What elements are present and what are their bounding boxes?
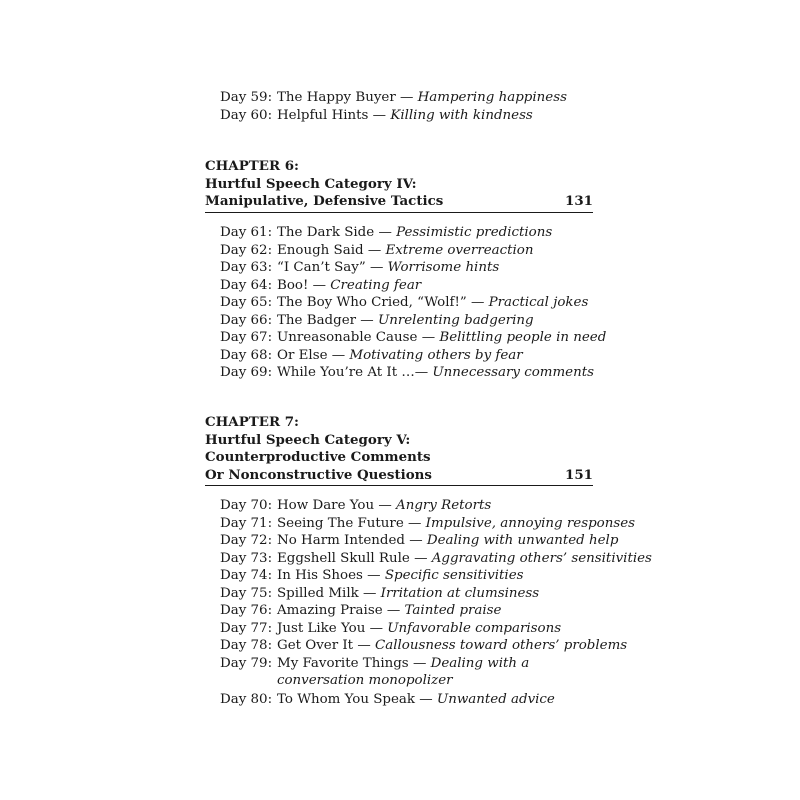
toc-entry-day-64: Day 64: Boo! — Creating fear — [220, 277, 422, 293]
day-number: Day 70: — [220, 498, 273, 513]
entry-description: Dealing with unwanted help — [426, 533, 619, 548]
day-number: Day 68: — [220, 347, 273, 363]
toc-entry-day-60: Day 60: Helpful Hints — Killing with kindness — [220, 108, 533, 123]
entry-title: In His Shoes — [277, 568, 363, 583]
entry-title: Helpful Hints — [277, 108, 369, 123]
chapter-title-line-2: Counterproductive Comments — [205, 449, 431, 466]
chapter-page-number: 151 — [565, 466, 593, 483]
entry-title: To Whom You Speak — [277, 692, 415, 707]
day-number: Day 60: — [220, 108, 273, 123]
chapter-title-final-line — [205, 193, 593, 213]
entry-title: How Dare You — [277, 498, 375, 513]
entry-title: Get Over It — [277, 638, 354, 653]
entry-title: Eggshell Skull Rule — [277, 550, 410, 566]
entry-title: Or Else — [277, 347, 328, 363]
chapter-title-line-3: Or Nonconstructive Questions — [205, 466, 432, 483]
toc-entry-day-80: Day 80: To Whom You Speak — Unwanted advice — [220, 692, 555, 707]
toc-entry-day-69: Day 69: While You’re At It …— Unnecessary comments — [220, 365, 594, 380]
entry-description: Motivating others by fear — [349, 347, 523, 363]
entry-description: Practical jokes — [488, 295, 589, 310]
day-number: Day 71: — [220, 515, 273, 531]
entry-title: The Badger — [277, 312, 357, 328]
entry-description: Tainted praise — [404, 603, 502, 618]
entry-title: Amazing Praise — [277, 603, 383, 618]
chapter-page-number: 131 — [565, 193, 593, 210]
entry-description: Angry Retorts — [396, 498, 492, 513]
entry-title: The Dark Side — [277, 225, 375, 240]
toc-entry-day-66: Day 66: The Badger — Unrelenting badgering — [220, 312, 534, 328]
entry-description: Unwanted advice — [436, 692, 555, 707]
entry-title: Unreasonable Cause — [277, 330, 418, 345]
entry-description: Worrisome hints — [387, 260, 500, 275]
chapter-label: CHAPTER 7: — [205, 414, 299, 430]
entry-description: Irritation at clumsiness — [380, 585, 540, 601]
day-number: Day 67: — [220, 330, 273, 345]
day-number: Day 69: — [220, 365, 273, 380]
day-number: Day 78: — [220, 638, 273, 653]
day-number: Day 61: — [220, 225, 273, 240]
toc-entry-day-74: Day 74: In His Shoes — Specific sensitivities — [220, 568, 524, 583]
toc-entry-day-73: Day 73: Eggshell Skull Rule — Aggravating others’ sensitivities — [220, 550, 652, 566]
entry-description: Creating fear — [330, 277, 422, 293]
entry-title: Enough Said — [277, 242, 364, 258]
toc-entry-day-59: Day 59: The Happy Buyer — Hampering happiness — [220, 90, 567, 105]
entry-description: Specific sensitivities — [384, 568, 524, 583]
entry-title: While You’re At It … — [277, 365, 415, 380]
day-number: Day 65: — [220, 295, 273, 310]
chapter-label: CHAPTER 6: — [205, 158, 299, 174]
day-number: Day 75: — [220, 585, 273, 601]
chapter-6-heading — [205, 158, 593, 213]
entry-title: Spilled Milk — [277, 585, 359, 601]
entry-title: Seeing The Future — [277, 515, 404, 531]
entry-description: Hampering happiness — [417, 90, 567, 105]
entry-description: Killing with kindness — [390, 108, 533, 123]
day-number: Day 62: — [220, 242, 273, 258]
chapter-title-final-line — [205, 467, 593, 487]
toc-entry-day-67: Day 67: Unreasonable Cause — Belittling people in need — [220, 330, 607, 345]
entry-description: Aggravating others’ sensitivities — [431, 550, 652, 566]
day-number: Day 59: — [220, 90, 273, 105]
entry-title: Boo! — [277, 277, 309, 293]
entry-description: Impulsive, annoying responses — [425, 515, 635, 531]
day-number: Day 73: — [220, 550, 273, 566]
day-number: Day 72: — [220, 533, 273, 548]
day-number: Day 64: — [220, 277, 273, 293]
entry-description: Belittling people in need — [439, 330, 607, 345]
entry-title: The Happy Buyer — [277, 90, 396, 105]
day-number: Day 74: — [220, 568, 273, 583]
chapter-title-line-1: Hurtful Speech Category V: — [205, 431, 411, 448]
day-number: Day 76: — [220, 603, 273, 618]
toc-entry-day-68: Day 68: Or Else — Motivating others by fear — [220, 347, 523, 363]
toc-entry-day-61: Day 61: The Dark Side — Pessimistic predictions — [220, 225, 553, 240]
day-number: Day 66: — [220, 312, 273, 328]
entry-title: The Boy Who Cried, “Wolf!” — [277, 295, 467, 310]
entry-title: No Harm Intended — [277, 533, 405, 548]
entry-description: Unrelenting badgering — [377, 312, 534, 328]
day-number: Day 79: — [220, 655, 273, 671]
day-number: Day 77: — [220, 620, 273, 636]
entry-description: Pessimistic predictions — [396, 225, 553, 240]
toc-entry-day-79 — [220, 655, 592, 690]
entry-title: Just Like You — [277, 620, 366, 636]
day-number: Day 63: — [220, 260, 273, 275]
toc-entry-day-71: Day 71: Seeing The Future — Impulsive, annoying responses — [220, 515, 635, 531]
chapter-title-line-2: Manipulative, Defensive Tactics — [205, 193, 444, 210]
entry-title: My Favorite Things — [277, 655, 409, 671]
entry-description: Callousness toward others’ problems — [374, 638, 628, 653]
toc-entry-day-77: Day 77: Just Like You — Unfavorable comparisons — [220, 620, 562, 636]
entry-title: “I Can’t Say” — [277, 260, 366, 275]
toc-entry-day-62: Day 62: Enough Said — Extreme overreaction — [220, 242, 534, 258]
chapter-7-heading — [205, 414, 593, 486]
day-number: Day 80: — [220, 692, 273, 707]
toc-entry-day-75: Day 75: Spilled Milk — Irritation at clumsiness — [220, 585, 540, 601]
entry-body: My Favorite Things — Dealing with a conversation monopolizer — [277, 655, 530, 688]
chapter-title-line-1: Hurtful Speech Category IV: — [205, 175, 417, 192]
toc-entry-day-65: Day 65: The Boy Who Cried, “Wolf!” — Practical jokes — [220, 295, 589, 310]
toc-entry-day-72: Day 72: No Harm Intended — Dealing with unwanted help — [220, 533, 619, 548]
entry-description: Dealing with a conversation monopolizer — [277, 655, 530, 688]
entry-description: Unnecessary comments — [432, 365, 594, 380]
toc-entry-day-63: Day 63: “I Can’t Say” — Worrisome hints — [220, 260, 500, 275]
entry-description: Unfavorable comparisons — [387, 620, 562, 636]
toc-entry-day-76: Day 76: Amazing Praise — Tainted praise — [220, 603, 502, 618]
entry-description: Extreme overreaction — [385, 242, 534, 258]
toc-entry-day-70: Day 70: How Dare You — Angry Retorts — [220, 498, 492, 513]
toc-entry-day-78: Day 78: Get Over It — Callousness toward others’ problems — [220, 638, 628, 653]
